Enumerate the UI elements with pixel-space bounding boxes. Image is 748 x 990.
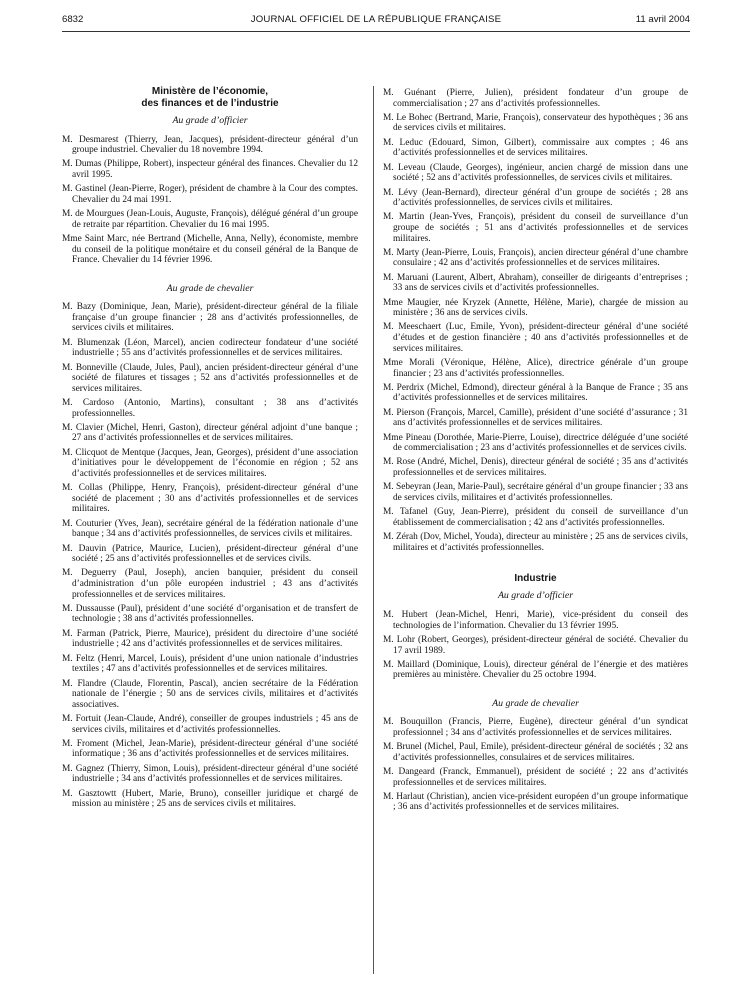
chevalier-list <box>62 302 358 810</box>
officier-list <box>383 610 688 681</box>
ministry-heading <box>62 86 358 109</box>
ministry-heading-line2: des finances et de l’industrie <box>141 97 279 109</box>
honoree-entry: M. Perdrix (Michel, Edmond), directeur général à la Banque de France ; 35 ans d’activités professionnelles et de services militaires. <box>383 382 688 404</box>
honoree-entry: M. Martin (Jean-Yves, François), président du conseil de surveillance d’un groupe de sociétés ; 51 ans d’activités professionnelles et de services militaires. <box>383 212 688 244</box>
honoree-entry: M. Gasztowtt (Hubert, Marie, Bruno), conseiller juridique et chargé de mission au ministère ; 25 ans de services civils et militaires. <box>62 788 358 810</box>
journal-title: JOURNAL OFFICIEL DE LA RÉPUBLIQUE FRANÇAISE <box>250 14 502 25</box>
honoree-entry: M. Deguerry (Paul, Joseph), ancien banquier, président du conseil d’administration d’un pôle européen industriel ; 43 ans d’activités professionnelles et de services militaires. <box>62 568 358 600</box>
ministry-heading-line1: Ministère de l’économie, <box>151 86 269 97</box>
page-number: 6832 <box>62 14 84 25</box>
honoree-entry: M. Marty (Jean-Pierre, Louis, François), ancien directeur général d’une chambre consulaire ; 42 ans d’activités professionnelles et de services militaires. <box>383 247 688 269</box>
column-divider <box>373 86 374 974</box>
honoree-entry: M. Harlaut (Christian), ancien vice-président européen d’un groupe informatique ; 36 ans d’activités professionnelles et de services militaires. <box>383 791 688 813</box>
honoree-entry: Mme Morali (Véronique, Hélène, Alice), directrice générale d’un groupe financier ; 23 ans d’activités professionnelles. <box>383 357 688 379</box>
left-column <box>62 86 358 813</box>
honoree-entry: M. Bouquillon (Francis, Pierre, Eugène), directeur général d’un syndicat professionnel ; 34 ans d’activités professionnelles et de services militaires. <box>383 717 688 738</box>
honoree-entry: M. Cardoso (Antonio, Martins), consultant ; 38 ans d’activités professionnelles. <box>62 397 358 419</box>
honoree-entry: M. Dauvin (Patrice, Maurice, Lucien), président-directeur général d’une société ; 25 ans d’activités professionnelles et de services civils. <box>62 543 358 565</box>
grade-heading-officier: Au grade d’officier <box>497 590 574 602</box>
honoree-entry: M. Lévy (Jean-Bernard), directeur général d’un groupe de sociétés ; 28 ans d’activités professionnelles, de services civils et militaires. <box>383 187 688 209</box>
honoree-entry: M. Leveau (Claude, Georges), ingénieur, ancien chargé de mission dans une société ; 52 ans d’activités professionnelles, de services civils et militaires. <box>383 162 688 184</box>
honoree-entry: Mme Pineau (Dorothée, Marie-Pierre, Louise), directrice déléguée d’une société de commercialisation ; 23 ans d’activités professionnelles et de services civils. <box>383 432 688 454</box>
header-rule <box>62 31 690 32</box>
honoree-entry: M. Fortuit (Jean-Claude, André), conseiller de groupes industriels ; 45 ans de services civils, militaires et d’activités professionnelles. <box>62 713 358 735</box>
honoree-entry: M. Bazy (Dominique, Jean, Marie), président-directeur général de la filiale française d’un groupe financier ; 28 ans d’activités professionnelles, de services civils et militaires. <box>62 302 358 334</box>
chevalier-list <box>383 717 688 813</box>
honoree-entry: M. Froment (Michel, Jean-Marie), président-directeur général d’une société informatique ; 36 ans d’activités professionnelles et de services militaires. <box>62 738 358 760</box>
honoree-entry: M. Meeschaert (Luc, Emile, Yvon), président-directeur général d’une société d’études et de gestion financière ; 40 ans d’activités professionnelles et de services militaires. <box>383 322 688 354</box>
industrie-heading: Industrie <box>514 572 557 584</box>
honoree-entry: M. Gastinel (Jean-Pierre, Roger), président de chambre à la Cour des comptes. Chevalier du 24 mai 1991. <box>62 184 358 205</box>
right-column <box>383 88 688 817</box>
honoree-entry: M. Clicquot de Mentque (Jacques, Jean, Georges), président d’une association d’initiatives pour le développement de l’économie en région ; 52 ans d’activités professionnelles et de services militaires. <box>62 447 358 479</box>
honoree-entry: M. Couturier (Yves, Jean), secrétaire général de la fédération nationale d’une banque ; 34 ans d’activités professionnelles, de services civils et militaires. <box>62 518 358 540</box>
honoree-entry: M. Hubert (Jean-Michel, Henri, Marie), vice-président du conseil des technologies de l’information. Chevalier du 13 février 1995. <box>383 610 688 631</box>
honoree-entry: M. Feltz (Henri, Marcel, Louis), président d’une union nationale d’industries textiles ; 47 ans d’activités professionnelles et de services militaires. <box>62 653 358 675</box>
honoree-entry: M. Flandre (Claude, Florentin, Pascal), ancien secrétaire de la Fédération nationale de l’énergie ; 50 ans de services civils, militaires et d’activités associatives. <box>62 678 358 710</box>
honoree-entry: Mme Maugier, née Kryzek (Annette, Hélène, Marie), chargée de mission au ministère ; 36 ans de services civils. <box>383 297 688 319</box>
honoree-entry: M. Collas (Philippe, Henry, François), président-directeur général d’une société de placement ; 30 ans d’activités professionnelles et de services militaires. <box>62 483 358 515</box>
honoree-entry: M. Sebeyran (Jean, Marie-Paul), secrétaire général d’un groupe financier ; 33 ans de services civils, militaires et d’activités professionnelles. <box>383 482 688 503</box>
grade-heading-chevalier: Au grade de chevalier <box>166 282 254 294</box>
honoree-entry: M. Rose (André, Michel, Denis), directeur général de société ; 35 ans d’activités professionnelles et de services militaires. <box>383 457 688 479</box>
chevalier-list-continued <box>383 88 688 553</box>
honoree-entry: M. Lohr (Robert, Georges), président-directeur général de société. Chevalier du 17 avril 1989. <box>383 634 688 656</box>
honoree-entry: M. Farman (Patrick, Pierre, Maurice), président du directoire d’une société industrielle ; 42 ans d’activités professionnelles et de services militaires. <box>62 628 358 650</box>
honoree-entry: M. Gagnez (Thierry, Simon, Louis), président-directeur général d’une société industrielle ; 34 ans d’activités professionnelles et de services militaires. <box>62 763 358 785</box>
honoree-entry: M. Desmarest (Thierry, Jean, Jacques), président-directeur général d’un groupe industriel. Chevalier du 18 novembre 1994. <box>62 134 358 156</box>
honoree-entry: M. Zérah (Dov, Michel, Youda), directeur au ministère ; 25 ans de services civils, militaires et d’activités professionnelles. <box>383 532 688 553</box>
honoree-entry: M. Leduc (Edouard, Simon, Gilbert), commissaire aux comptes ; 46 ans d’activités professionnelles et de services militaires. <box>383 137 688 159</box>
publication-date: 11 avril 2004 <box>635 14 690 25</box>
honoree-entry: Mme Saint Marc, née Bertrand (Michelle, Anna, Nelly), économiste, membre du conseil de la politique monétaire et du conseil général de la Banque de France. Chevalier du 14 février 1996. <box>62 234 358 266</box>
honoree-entry: M. Blumenzak (Léon, Marcel), ancien codirecteur fondateur d’une société industrielle ; 55 ans d’activités professionnelles et de services militaires. <box>62 337 358 359</box>
honoree-entry: M. de Mourgues (Jean-Louis, Auguste, François), délégué général d’un groupe de retraite par répartition. Chevalier du 16 mai 1995. <box>62 209 358 230</box>
grade-heading-officier: Au grade d’officier <box>172 115 248 126</box>
honoree-entry: M. Brunel (Michel, Paul, Emile), président-directeur général de sociétés ; 32 ans d’activités professionnelles, consulaires et de services militaires. <box>383 742 688 763</box>
honoree-entry: M. Dumas (Philippe, Robert), inspecteur général des finances. Chevalier du 12 avril 1995. <box>62 159 358 181</box>
honoree-entry: M. Maruani (Laurent, Albert, Abraham), conseiller de dirigeants d’entreprises ; 33 ans de services civils et d’activités professionnelles. <box>383 272 688 294</box>
honoree-entry: M. Tafanel (Guy, Jean-Pierre), président du conseil de surveillance d’un établissement de commercialisation ; 42 ans d’activités professionnelles. <box>383 507 688 528</box>
officier-list <box>62 135 358 266</box>
honoree-entry: M. Bonneville (Claude, Jules, Paul), ancien président-directeur général d’une société de filatures et tissages ; 52 ans d’activités professionnelles et de services militaires. <box>62 362 358 394</box>
honoree-entry: M. Dussausse (Paul), président d’une société d’organisation et de transfert de technologie ; 38 ans d’activités professionnelles. <box>62 603 358 625</box>
honoree-entry: M. Pierson (François, Marcel, Camille), président d’une société d’assurance ; 31 ans d’activités professionnelles et de services militaires. <box>383 407 688 429</box>
honoree-entry: M. Le Bohec (Bertrand, Marie, François), conservateur des hypothèques ; 36 ans de services civils et militaires. <box>383 112 688 134</box>
page-header <box>62 14 690 28</box>
honoree-entry: M. Guénant (Pierre, Julien), président fondateur d’un groupe de commercialisation ; 27 ans d’activités professionnelles. <box>383 88 688 109</box>
honoree-entry: M. Dangeard (Franck, Emmanuel), président de société ; 22 ans d’activités professionnelles et de services militaires. <box>383 767 688 788</box>
honoree-entry: M. Clavier (Michel, Henri, Gaston), directeur général adjoint d’une banque ; 27 ans d’activités professionnelles et de services militaires. <box>62 422 358 444</box>
grade-heading-chevalier: Au grade de chevalier <box>492 697 579 709</box>
honoree-entry: M. Maillard (Dominique, Louis), directeur général de l’énergie et des matières premières au ministère. Chevalier du 25 octobre 1994. <box>383 659 688 681</box>
